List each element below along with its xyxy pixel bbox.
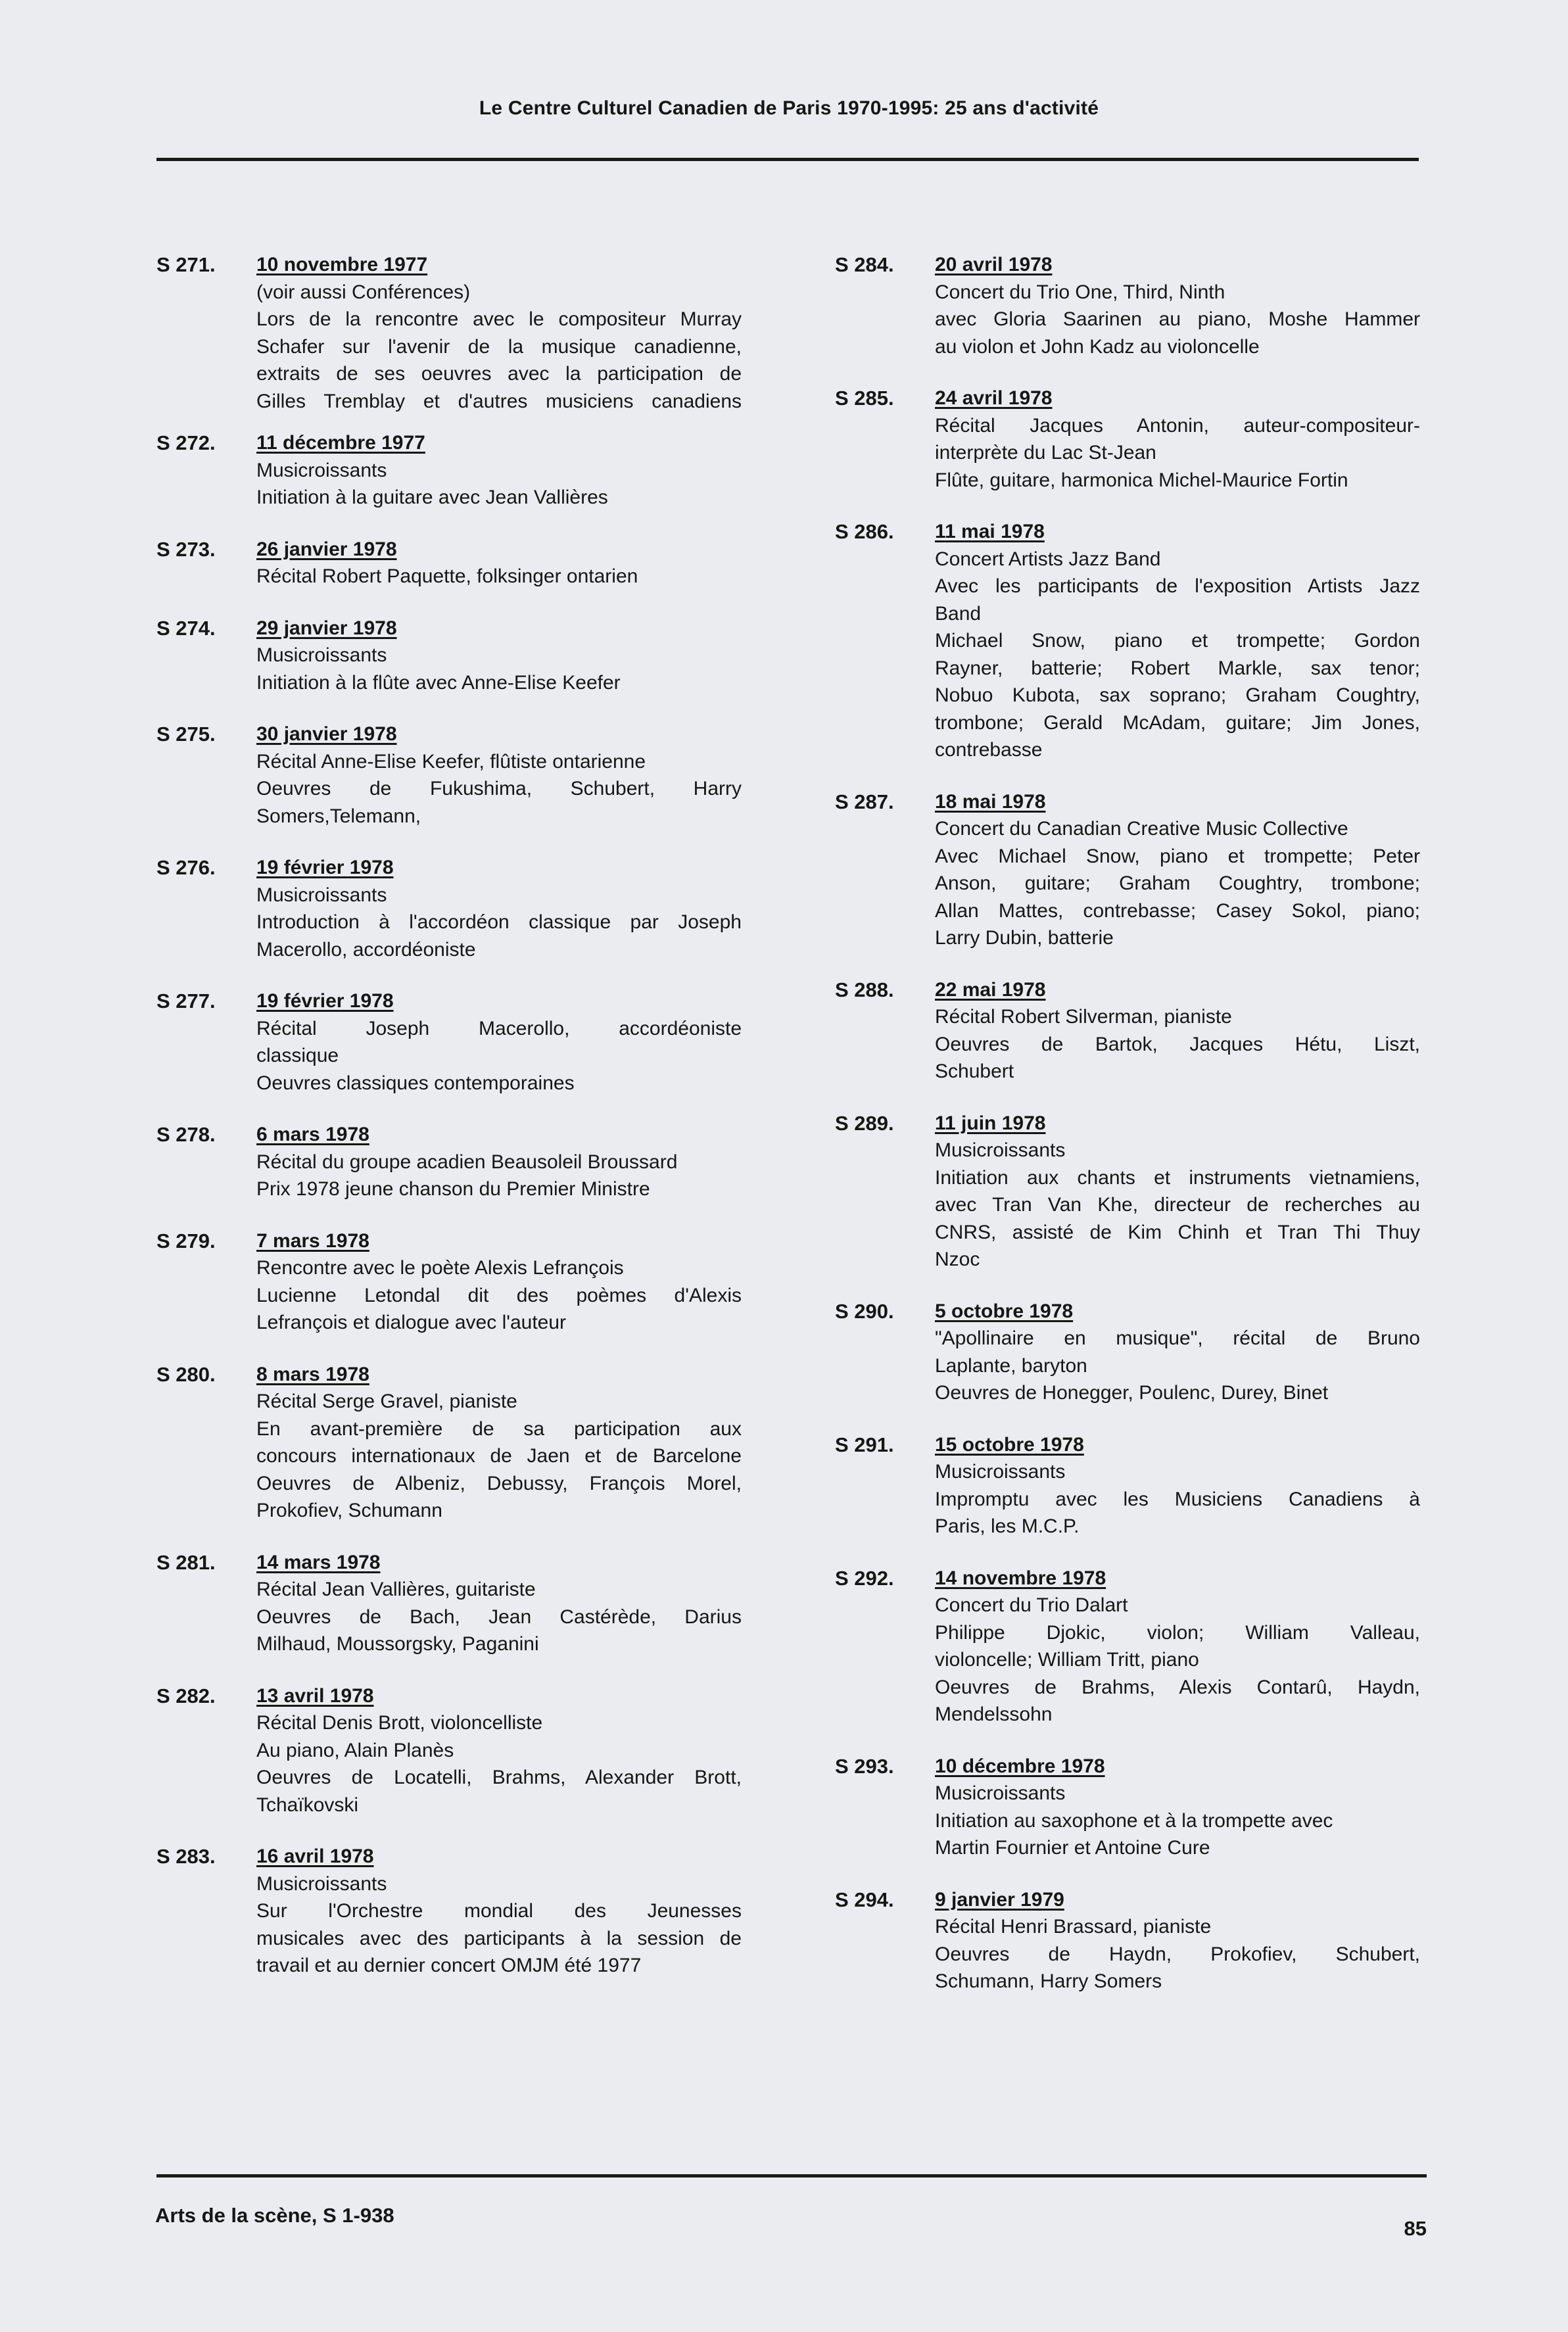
entry-text-line: Flûte, guitare, harmonica Michel-Maurice Fortin <box>935 469 1348 491</box>
catalog-entry <box>156 1843 742 1980</box>
entry-date: 20 avril 1978 <box>935 254 1053 275</box>
entry-body <box>935 251 1420 360</box>
catalog-entry <box>156 1121 742 1203</box>
entry-text-line: classique <box>256 1045 339 1066</box>
entry-number: S 282. <box>156 1684 216 1707</box>
entry-number: S 287. <box>835 790 894 813</box>
catalog-entry <box>835 788 1420 952</box>
entry-text-line: contrebasse <box>935 739 1043 761</box>
entry-text-line: travail et au dernier concert OMJM été 1977 <box>256 1955 642 1976</box>
entry-text-line: musicales avec des participants à la session de <box>256 1927 742 1949</box>
entry-number: S 283. <box>156 1845 216 1868</box>
entry-date: 9 janvier 1979 <box>935 1888 1064 1911</box>
catalog-entry <box>156 1227 742 1337</box>
entry-body <box>256 1227 742 1337</box>
entry-text-line: Avec les participants de l'exposition Artists Jazz <box>935 575 1420 597</box>
entry-date: 11 décembre 1977 <box>256 432 425 454</box>
entry-text-line: Récital Denis Brott, violoncelliste <box>256 1712 543 1734</box>
entry-body <box>935 385 1420 494</box>
entry-text-line: Récital Robert Paquette, folksinger ontarien <box>256 565 638 587</box>
entry-text-line: extraits de ses oeuvres avec la participation de <box>256 363 742 385</box>
entry-text-line: Musicroissants <box>935 1139 1066 1161</box>
catalog-entry <box>156 1682 742 1819</box>
catalog-entry <box>156 429 742 512</box>
entry-text-line: Oeuvres classiques contemporaines <box>256 1072 575 1094</box>
entry-text-line: Concert du Trio Dalart <box>935 1594 1128 1616</box>
entry-text-line: Anson, guitare; Graham Coughtry, trombone; <box>935 872 1420 894</box>
entry-date: 15 octobre 1978 <box>935 1433 1084 1456</box>
entry-text-line: Somers,Telemann, <box>256 805 421 827</box>
entry-text-line: trombone; Gerald McAdam, guitare; Jim Jones, <box>935 711 1420 734</box>
entry-text-line: Philippe Djokic, violon; William Valleau, <box>935 1621 1420 1644</box>
entry-body <box>256 429 742 512</box>
entry-text-line: Récital du groupe acadien Beausoleil Broussard <box>256 1151 678 1173</box>
entry-text-line: avec Gloria Saarinen au piano, Moshe Hammer <box>935 308 1420 330</box>
entry-number: S 292. <box>835 1566 894 1590</box>
catalog-entry <box>835 1753 1420 1862</box>
footer-section-title: Arts de la scène, S 1-938 <box>155 2204 394 2227</box>
entry-body <box>935 1886 1420 1995</box>
entry-text-line: Nobuo Kubota, sax soprano; Graham Coughtry, <box>935 684 1420 706</box>
entry-text-line: En avant-première de sa participation aux <box>256 1417 742 1440</box>
entry-body <box>935 518 1420 764</box>
entry-date: 10 décembre 1978 <box>935 1755 1105 1777</box>
entry-date: 16 avril 1978 <box>256 1845 374 1867</box>
entry-date: 30 janvier 1978 <box>256 723 397 745</box>
entry-date: 13 avril 1978 <box>256 1684 374 1707</box>
entry-text-line: Michael Snow, piano et trompette; Gordon <box>935 630 1420 652</box>
entry-date: 10 novembre 1977 <box>256 254 428 275</box>
catalog-entry <box>156 721 742 830</box>
entry-text-line: Initiation aux chants et instruments vietnamiens, <box>935 1166 1420 1189</box>
catalog-entry <box>835 385 1420 494</box>
entry-body <box>256 988 742 1097</box>
entry-date: 18 mai 1978 <box>935 790 1046 813</box>
entry-text-line: Lucienne Letondal dit des poèmes d'Alexis <box>256 1284 742 1306</box>
entry-text-line: Oeuvres de Honegger, Poulenc, Durey, Binet <box>935 1382 1329 1404</box>
entry-body <box>256 1682 742 1819</box>
entry-text-line: Martin Fournier et Antoine Cure <box>935 1837 1210 1859</box>
entry-text-line: Rayner, batterie; Robert Markle, sax tenor; <box>935 657 1420 679</box>
entry-number: S 278. <box>156 1123 216 1146</box>
entry-text-line: Musicroissants <box>256 644 387 666</box>
catalog-entry <box>156 1549 742 1658</box>
entry-text-line: Impromptu avec les Musiciens Canadiens à <box>935 1488 1420 1510</box>
entry-date: 14 mars 1978 <box>256 1551 381 1573</box>
entry-number: S 288. <box>835 978 894 1001</box>
entry-date: 22 mai 1978 <box>935 978 1046 1001</box>
entry-text-line: Avec Michael Snow, piano et trompette; Peter <box>935 845 1420 867</box>
entry-body <box>935 1565 1420 1728</box>
entry-text-line: Initiation au saxophone et à la trompette avec <box>935 1809 1333 1832</box>
entry-text-line: CNRS, assisté de Kim Chinh et Tran Thi Thuy <box>935 1221 1420 1243</box>
entry-text-line: Lefrançois et dialogue avec l'auteur <box>256 1312 567 1333</box>
catalog-entry <box>156 251 742 415</box>
entry-text-line: Concert du Canadian Creative Music Collective <box>935 818 1348 840</box>
entry-text-line: Oeuvres de Bartok, Jacques Hétu, Liszt, <box>935 1033 1420 1055</box>
entry-text-line: Prokofiev, Schumann <box>256 1500 442 1521</box>
entry-number: S 280. <box>156 1362 216 1386</box>
footer-rule <box>156 2174 1427 2177</box>
entry-text-line: "Apollinaire en musique", récital de Bruno <box>935 1327 1420 1349</box>
entry-text-line: Initiation à la flûte avec Anne-Elise Keefer <box>256 671 621 694</box>
entry-date: 11 mai 1978 <box>935 521 1045 542</box>
catalog-entry <box>835 1298 1420 1407</box>
entry-text-line: Initiation à la guitare avec Jean Vallières <box>256 487 608 508</box>
entry-number: S 271. <box>156 253 216 276</box>
catalog-entry <box>835 518 1420 764</box>
entry-body <box>935 1110 1420 1273</box>
entry-text-line: Introduction à l'accordéon classique par Joseph <box>256 911 742 933</box>
entry-number: S 281. <box>156 1550 216 1574</box>
entry-text-line: Récital Jacques Antonin, auteur-compositeur- <box>935 414 1420 437</box>
entry-number: S 290. <box>835 1299 894 1323</box>
entry-text-line: Allan Mattes, contrebasse; Casey Sokol, piano; <box>935 899 1420 922</box>
entry-number: S 284. <box>835 253 894 276</box>
entry-number: S 291. <box>835 1433 894 1456</box>
entry-body <box>256 1549 742 1658</box>
entry-date: 7 mars 1978 <box>256 1229 369 1252</box>
entry-text-line: Au piano, Alain Planès <box>256 1739 454 1761</box>
entry-body <box>256 1121 742 1203</box>
entry-number: S 275. <box>156 723 216 746</box>
catalog-entry <box>835 251 1420 360</box>
entry-body <box>935 976 1420 1085</box>
entry-text-line: violoncelle; William Tritt, piano <box>935 1649 1199 1671</box>
catalog-entry <box>835 976 1420 1085</box>
entry-text-line: Oeuvres de Locatelli, Brahms, Alexander Brott, <box>256 1767 742 1788</box>
catalog-entry <box>835 1110 1420 1273</box>
entry-date: 29 janvier 1978 <box>256 617 397 639</box>
entry-body <box>256 615 742 697</box>
catalog-entry <box>835 1565 1420 1728</box>
page-header: Le Centre Culturel Canadien de Paris 1970-1995: 25 ans d'activité <box>479 97 1099 119</box>
left-column <box>156 251 742 1980</box>
entry-date: 8 mars 1978 <box>256 1363 369 1385</box>
entry-text-line: Gilles Tremblay et d'autres musiciens canadiens <box>256 390 742 412</box>
entry-body <box>256 536 742 590</box>
entry-date: 19 février 1978 <box>256 990 394 1012</box>
entry-text-line: Concert du Trio One, Third, Ninth <box>935 281 1225 303</box>
entry-text-line: Paris, les M.C.P. <box>935 1515 1080 1537</box>
entry-number: S 277. <box>156 989 216 1012</box>
entry-text-line: Musicroissants <box>256 1872 387 1895</box>
entry-number: S 273. <box>156 537 216 561</box>
catalog-entry <box>835 1886 1420 1995</box>
entry-text-line: Macerollo, accordéoniste <box>256 938 476 961</box>
entry-number: S 294. <box>835 1888 894 1911</box>
entry-text-line: Oeuvres de Haydn, Prokofiev, Schubert, <box>935 1943 1420 1965</box>
entry-text-line: concours internationaux de Jaen et de Barcelone <box>256 1445 742 1467</box>
entry-text-line: Nzoc <box>935 1249 980 1270</box>
entry-text-line: Musicroissants <box>935 1461 1066 1483</box>
entry-text-line: Prix 1978 jeune chanson du Premier Ministre <box>256 1178 650 1200</box>
entry-text-line: Musicroissants <box>935 1782 1066 1804</box>
entry-date: 26 janvier 1978 <box>256 538 397 560</box>
entry-text-line: Récital Henri Brassard, pianiste <box>935 1916 1212 1938</box>
entry-text-line: Musicroissants <box>256 884 387 906</box>
entry-text-line: Récital Jean Vallières, guitariste <box>256 1579 536 1600</box>
entry-date: 24 avril 1978 <box>935 387 1053 409</box>
entry-body <box>256 854 742 963</box>
entry-text-line: Oeuvres de Albeniz, Debussy, François Morel, <box>256 1472 742 1494</box>
entry-body <box>256 251 742 415</box>
catalog-entry <box>156 1361 742 1525</box>
entry-text-line: Rencontre avec le poète Alexis Lefrançois <box>256 1257 624 1279</box>
header-rule <box>156 158 1419 161</box>
entry-body <box>935 788 1420 952</box>
entry-date: 5 octobre 1978 <box>935 1300 1074 1322</box>
entry-number: S 293. <box>835 1754 894 1778</box>
entry-text-line: Mendelssohn <box>935 1703 1053 1725</box>
catalog-entry <box>835 1431 1420 1540</box>
entry-text-line: Musicroissants <box>256 459 387 481</box>
entry-text-line: Concert Artists Jazz Band <box>935 548 1161 570</box>
entry-date: 19 février 1978 <box>256 857 394 878</box>
entry-text-line: Récital Robert Silverman, pianiste <box>935 1006 1232 1028</box>
catalog-entry <box>156 854 742 963</box>
page-number: 85 <box>1404 2217 1427 2240</box>
entry-text-line: Récital Joseph Macerollo, accordéoniste <box>256 1017 742 1039</box>
entry-text-line: Schumann, Harry Somers <box>935 1970 1162 1992</box>
entry-text-line: Milhaud, Moussorgsky, Paganini <box>256 1633 539 1655</box>
entry-number: S 279. <box>156 1229 216 1252</box>
entry-text-line: Schafer sur l'avenir de la musique canadienne, <box>256 335 742 358</box>
entry-text-line: (voir aussi Conférences) <box>256 281 471 303</box>
entry-text-line: Lors de la rencontre avec le compositeur Murray <box>256 308 742 330</box>
entry-number: S 272. <box>156 431 216 454</box>
entry-date: 14 novembre 1978 <box>935 1567 1106 1589</box>
catalog-entry <box>156 536 742 590</box>
entry-date: 6 mars 1978 <box>256 1124 369 1145</box>
entry-text-line: Larry Dubin, batterie <box>935 927 1114 949</box>
entry-text-line: Sur l'Orchestre mondial des Jeunesses <box>256 1900 742 1922</box>
entry-body <box>935 1753 1420 1862</box>
entry-number: S 276. <box>156 856 216 879</box>
entry-text-line: avec Tran Van Khe, directeur de recherches au <box>935 1194 1420 1216</box>
entry-text-line: Tchaïkovski <box>256 1794 359 1816</box>
entry-number: S 285. <box>835 387 894 410</box>
entry-text-line: Oeuvres de Bach, Jean Castérède, Darius <box>256 1606 742 1628</box>
catalog-entry <box>156 988 742 1097</box>
entry-number: S 289. <box>835 1111 894 1135</box>
entry-text-line: Oeuvres de Brahms, Alexis Contarû, Haydn, <box>935 1676 1420 1698</box>
entry-body <box>935 1431 1420 1540</box>
entry-number: S 274. <box>156 616 216 640</box>
entry-body <box>256 721 742 830</box>
entry-text-line: Oeuvres de Fukushima, Schubert, Harry <box>256 778 742 799</box>
entry-text-line: Schubert <box>935 1060 1014 1082</box>
entry-text-line: interprète du Lac St-Jean <box>935 442 1156 464</box>
entry-body <box>935 1298 1420 1407</box>
entry-text-line: au violon et John Kadz au violoncelle <box>935 335 1260 358</box>
entry-text-line: Récital Anne-Elise Keefer, flûtiste ontarienne <box>256 750 646 773</box>
catalog-entry <box>156 615 742 697</box>
entry-number: S 286. <box>835 520 894 543</box>
entry-body <box>256 1361 742 1525</box>
right-column <box>835 251 1420 1995</box>
entry-text-line: Band <box>935 602 982 625</box>
entry-date: 11 juin 1978 <box>935 1112 1046 1134</box>
entry-text-line: Laplante, baryton <box>935 1354 1087 1377</box>
entry-body <box>256 1843 742 1980</box>
entry-text-line: Récital Serge Gravel, pianiste <box>256 1391 517 1412</box>
